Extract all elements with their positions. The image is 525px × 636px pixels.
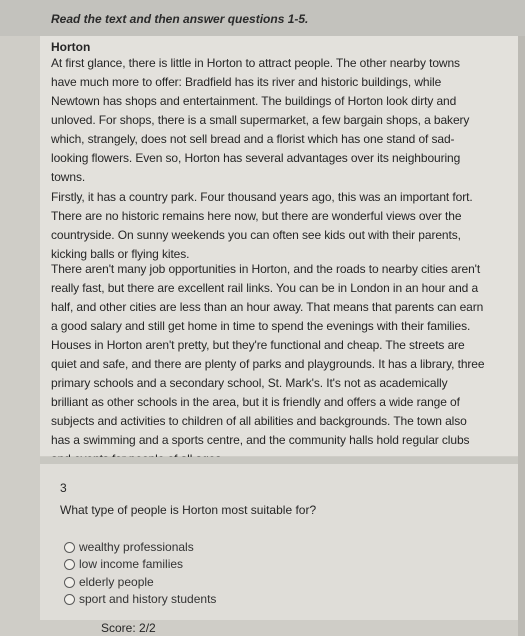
section-divider: [40, 457, 525, 464]
passage-line: subjects and activities to children of all abilities and backgrounds. The town also: [51, 414, 467, 428]
answer-option-label: low income families: [79, 557, 184, 571]
question-number: 3: [60, 481, 67, 495]
passage-line: quiet and safe, and there are plenty of parks and playgrounds. It has a library, three: [51, 357, 485, 371]
passage-line: There are no historic remains here now, but there are wonderful views over the: [51, 209, 462, 223]
answer-option-elderly-people[interactable]: [64, 574, 154, 590]
passage-paragraph-2: [51, 188, 519, 264]
passage-line: which, strangely, does not sell bread and a florist which has one stand of sad-: [51, 132, 455, 146]
passage-line: There aren't many job opportunities in Horton, and the roads to nearby cities aren't: [51, 262, 481, 276]
radio-button[interactable]: [64, 594, 75, 605]
answer-option-label: wealthy professionals: [79, 540, 194, 554]
passage-line: Firstly, it has a country park. Four thousand years ago, this was an important fort.: [51, 190, 473, 204]
scrollbar[interactable]: [518, 36, 525, 636]
passage-line: unloved. For shops, there is a small supermarket, a few bargain shops, a bakery: [51, 113, 470, 127]
passage-line: brilliant as other schools in the area, but it is friendly and offers a wide range of: [51, 395, 460, 409]
passage-title: Horton: [51, 40, 91, 54]
passage-paragraph-3: [51, 260, 519, 469]
passage-line: countryside. On sunny weekends you can often see kids out with their parents,: [51, 228, 461, 242]
question-text: What type of people is Horton most suitable for?: [60, 503, 317, 517]
passage-line: kicking balls or flying kites.: [51, 247, 190, 261]
passage-line: a good salary and still get home in time to spend the evenings with their families.: [51, 319, 471, 333]
answer-option-sport-and-history-students[interactable]: [64, 591, 216, 607]
score-text: Score: 2/2: [101, 621, 156, 635]
passage-paragraph-1: [51, 54, 519, 187]
radio-button[interactable]: [64, 559, 75, 570]
passage-line: really fast, but there are excellent rail links. You can be in London in an hour and a: [51, 281, 479, 295]
passage-line: looking flowers. Even so, Horton has several advantages over its neighbouring: [51, 151, 461, 165]
answer-option-low-income-families[interactable]: [64, 556, 183, 572]
passage-line: primary schools and a secondary school, St. Mark's. It's not as academically: [51, 376, 448, 390]
answer-option-label: elderly people: [79, 575, 154, 589]
answer-option-label: sport and history students: [79, 592, 217, 606]
instructions-text: Read the text and then answer questions 1-5.: [51, 12, 309, 26]
answer-option-wealthy-professionals[interactable]: [64, 539, 194, 555]
passage-line: Houses in Horton aren't pretty, but they're functional and cheap. The streets are: [51, 338, 465, 352]
radio-button[interactable]: [64, 542, 75, 553]
passage-line: has a swimming and a sports centre, and the community halls hold regular clubs: [51, 433, 470, 447]
passage-line: towns.: [51, 170, 86, 184]
passage-line: Newtown has shops and entertainment. The buildings of Horton look dirty and: [51, 94, 457, 108]
radio-button[interactable]: [64, 577, 75, 588]
passage-line: have much more to offer: Bradfield has its river and historic buildings, while: [51, 75, 442, 89]
passage-line: At first glance, there is little in Horton to attract people. The other nearby towns: [51, 56, 460, 70]
passage-line: half, and other cities are less than an hour away. That means that parents can earn: [51, 300, 484, 314]
